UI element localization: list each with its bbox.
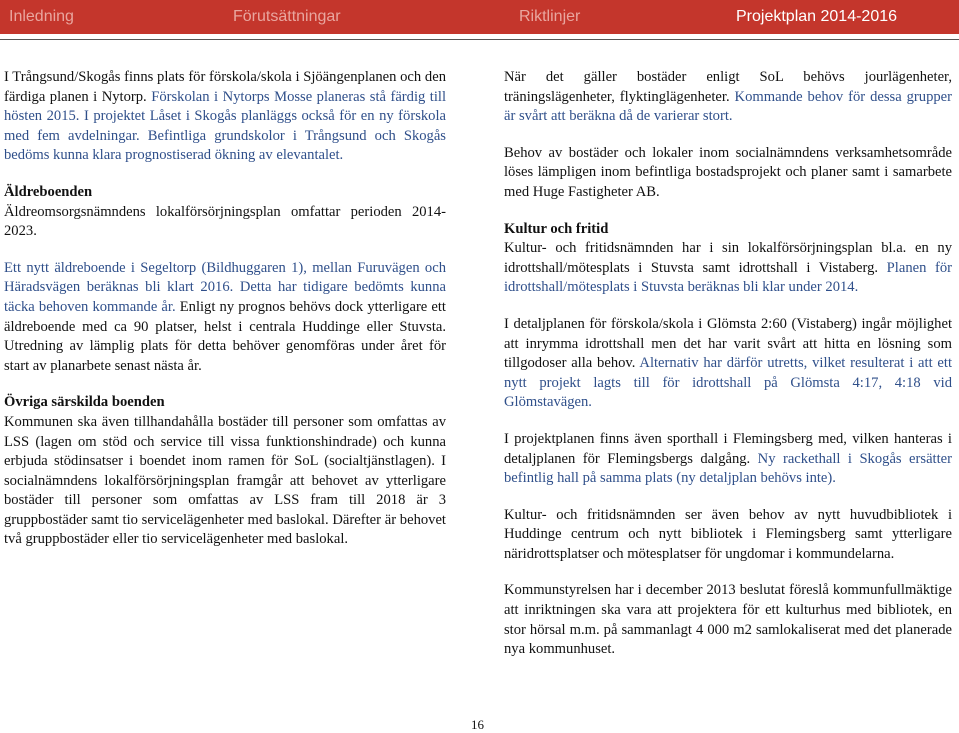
paragraph-segeltorp: Ett nytt äldreboende i Segeltorp (Bildhuggaren 1), mellan Furuvägen och Häradsvägen beräknas bli klart 2016. Detta har tidigare bedömts kunna täcka behoven kommande år. Enligt ny prognos behövs dock ytterligare ett äldreboende med ca 90 platser, helst i centrala Huddinge eller Stuvsta. Utredning av lämplig plats för detta behöver genomföras under året för start av planarbete senast nästa år. <box>4 259 446 374</box>
heading-aldreboenden: Äldreboenden <box>4 183 93 200</box>
paragraph-bibliotek: Kultur- och fritidsnämnden ser även behov av nytt huvudbibliotek i Huddinge centrum och nytt bibliotek i Flemingsberg samt ytterligare näridrottsplatser och mötesplatser för ungdomar i kommundelarna. <box>504 506 952 562</box>
page-number: 16 <box>471 717 484 732</box>
top-navigation-bar <box>0 0 959 34</box>
paragraph-kulturhus: Kommunstyrelsen har i december 2013 beslutat föreslå kommunfullmäktige att inriktningen ska vara att projektera för ett kulturhus med bibliotek, en stor hörsal m.m. på sammanlagt 4 000 m2 samlokaliserat med det planerade nya kommunhuset. <box>504 582 952 658</box>
heading-ovriga-boenden: Övriga särskilda boenden <box>4 394 165 411</box>
tab-forutsattningar[interactable]: Förutsättningar <box>233 8 341 25</box>
tab-inledning[interactable]: Inledning <box>9 8 74 25</box>
paragraph-sporthall: I projektplanen finns även sporthall i Flemingsberg med, vilken hanteras i detaljplanen för Flemingsbergs dalgång. Ny rackethall i Skogås ersätter befintlig hall på samma plats (ny detaljplan behövs inte). <box>504 430 952 487</box>
tab-riktlinjer[interactable]: Riktlinjer <box>519 8 581 25</box>
heading-kultur-fritid: Kultur och fritid <box>504 220 609 237</box>
paragraph-sol: När det gäller bostäder enligt SoL behövs jourlägenheter, träningslägenheter, flyktinglägenheter. Kommande behov för dessa grupper är svårt att beräkna då de varierar stort. <box>504 69 953 125</box>
tab-projektplan[interactable]: Projektplan 2014-2016 <box>736 8 898 25</box>
paragraph-idrottshall: Kultur- och fritidsnämnden har i sin lokalförsörjningsplan bl.a. en ny idrottshall/mötesplats i Stuvsta samt idrottshall i Vistaberg. Planen för idrottshall/mötesplats i Stuvsta beräknas bli klar under 2014. <box>504 240 953 296</box>
left-column <box>4 68 446 550</box>
right-column <box>504 68 952 660</box>
paragraph-socialnamnd: Behov av bostäder och lokaler inom socialnämndens verksamhetsområde löses lämpligen inom befintliga bostadsprojekt och planer samt i samarbete med Huge Fastigheter AB. <box>504 144 952 200</box>
paragraph-lss: Kommunen ska även tillhandahålla bostäder till personer som omfattas av LSS (lagen om stöd och service till vissa funktionshindrade) och kunna erbjuda stödinsatser i boendet inom ramen för SoL (socialtjänstlagen). I socialnämndens lokalförsörjningsplan framgår att behovet av ytterligare bostäder till personer som omfattas av LSS fram till 2018 är 3 gruppbostäder samt tio servicelägenheter med baslokal. Därefter är behovet två gruppbostäder eller tio servicelägenheter med baslokal. <box>4 413 446 548</box>
paragraph-aldreomsorg: Äldreomsorgsnämndens lokalförsörjningsplan omfattar perioden 2014-2023. <box>4 203 446 240</box>
header-divider <box>0 39 959 40</box>
paragraph-forskola: I Trångsund/Skogås finns plats för förskola/skola i Sjöängenplanen och den färdiga planen i Nytorp. Förskolan i Nytorps Mosse planeras stå färdig till hösten 2015. I projektet Låset i Skogås planläggs också för en ny förskola med fem avdelningar. Befintliga grundskolor i Trångsund och Skogås bedöms kunna klara prognostiserad ökning av elevantalet. <box>4 69 447 164</box>
paragraph-glomsta: I detaljplanen för förskola/skola i Glömsta 2:60 (Vistaberg) ingår möjlighet att inrymma idrottshall men det har varit svårt att hitta en lösning som tillgodoser alla behov. Alternativ har därför utretts, vilket resulterat i att ett nytt projekt lagts till för idrottshall på Glömsta 4:17, 4:18 vid Glömstavägen. <box>504 315 952 411</box>
